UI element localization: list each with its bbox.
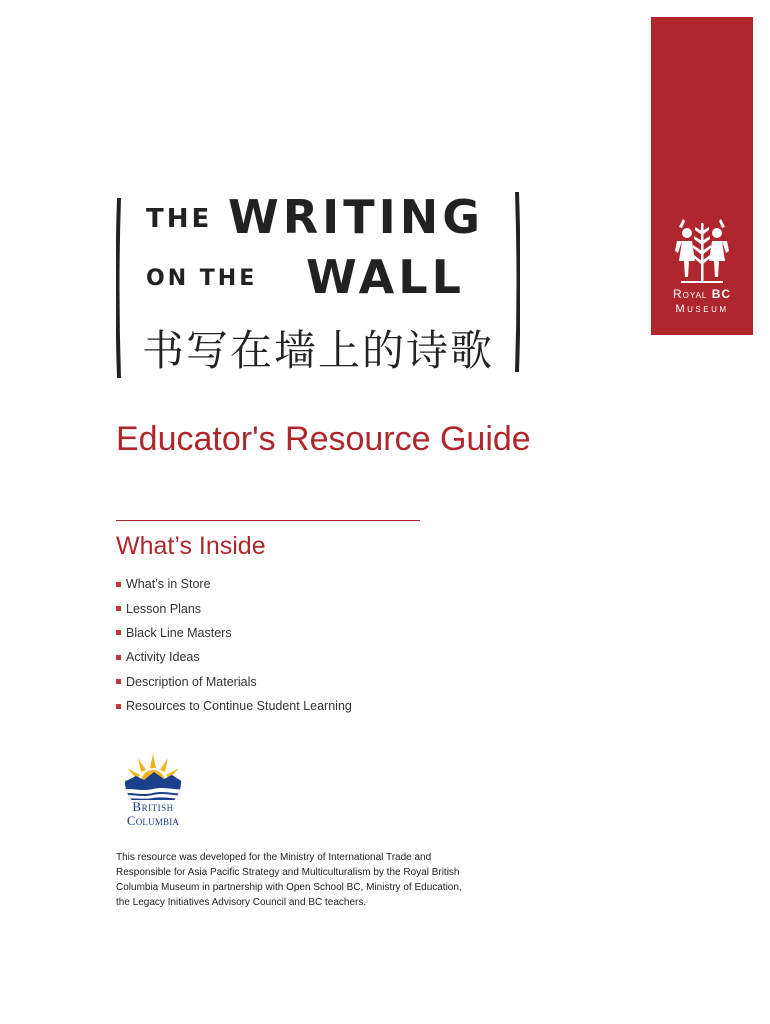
credit-line: Responsible for Asia Pacific Strategy and Multiculturalism by the Royal British [116,867,460,878]
title-chinese: 书写在墙上的诗歌 [142,326,495,375]
bc-logo-line2: Columbia [126,813,180,828]
bullet-icon [116,630,121,635]
list-item [116,572,352,596]
list-item-label: Activity Ideas [126,650,200,665]
bc-logo-line1: British [132,799,174,814]
bullet-icon [116,655,121,660]
museum-name-line1 [651,287,753,301]
museum-name-bc: BC [711,287,732,301]
contents-list [116,572,352,718]
museum-name-royal: Royal [672,287,708,301]
credit-line: Columbia Museum in partnership with Open School BC, Ministry of Education, [116,882,462,893]
list-item [116,645,352,669]
bullet-icon [116,582,121,587]
title-bracket-left [116,198,122,378]
museum-figures-icon [673,217,731,287]
bullet-icon [116,679,121,684]
museum-name-line2: Museum [675,303,729,315]
bullet-icon [116,606,121,611]
credit-line: This resource was developed for the Ministry of International Trade and [116,852,432,863]
list-item-label: Description of Materials [126,674,257,689]
bullet-icon [116,704,121,709]
list-item [116,621,352,645]
list-item [116,596,352,620]
title-on-the: ON THE [146,266,258,291]
list-item-label: Lesson Plans [126,601,202,616]
british-columbia-logo [112,752,194,830]
sun-mountain-emblem-icon [120,752,186,800]
title-bracket-right [514,192,520,372]
section-divider [116,520,420,521]
list-item-label: What’s in Store [126,577,211,592]
exhibition-title [110,188,530,378]
list-item-label: Black Line Masters [126,625,232,640]
list-item [116,694,352,718]
title-wall: WALL [306,250,465,304]
credit-line: the Legacy Initiatives Advisory Council and BC teachers. [116,897,367,908]
credit-text [116,850,476,910]
whats-inside-heading: What’s Inside [116,532,266,560]
title-the: THE [146,204,213,234]
title-writing: WRITING [228,190,485,244]
museum-tab [651,17,753,335]
list-item [116,670,352,694]
list-item-label: Resources to Continue Student Learning [126,699,352,714]
guide-title: Educator's Resource Guide [116,420,531,458]
